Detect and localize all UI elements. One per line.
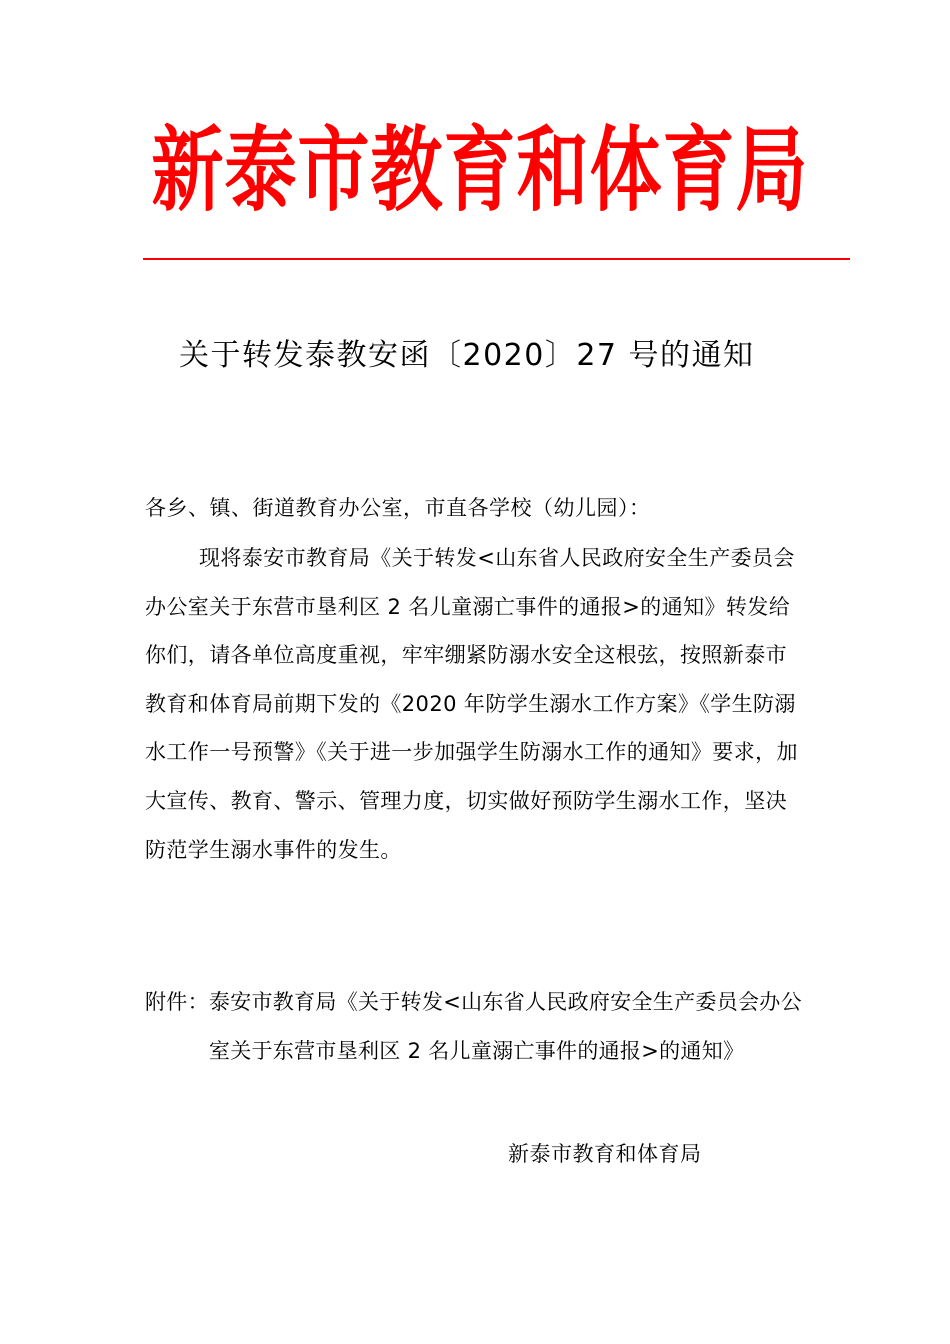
attachment-block [145,978,817,1075]
attachment-label: 附件： [145,990,209,1014]
letterhead [150,118,810,238]
letterhead-red-rule [143,258,850,260]
document-title: 关于转发泰教安函〔2020〕27 号的通知 [179,338,755,373]
salutation: 各乡、镇、街道教育办公室，市直各学校（幼儿园）： [145,496,651,520]
body-paragraph: 现将泰安市教育局《关于转发<山东省人民政府安全生产委员会办公室关于东营市垦利区 2 名儿童溺亡事件的通报>的通知》转发给你们，请各单位高度重视，牢牢绷紧防溺水安全这根弦，按照新泰市教育和体育局前期下发的《2020 年防学生溺水工作方案》《学生防溺水工作一号预警》《关于进一步加强学生防溺水工作的通知》要求，加大宣传、教育、警示、管理力度，切实做好预防学生溺水工作，坚决防范学生溺水事件的发生。 [145,546,798,862]
attachment-text: 泰安市教育局《关于转发<山东省人民政府安全生产委员会办公室关于东营市垦利区 2 名儿童溺亡事件的通报>的通知》 [208,990,802,1063]
signature: 新泰市教育和体育局 [508,1142,702,1166]
letterhead-org-name: 新泰市教育和体育局 [151,118,809,224]
